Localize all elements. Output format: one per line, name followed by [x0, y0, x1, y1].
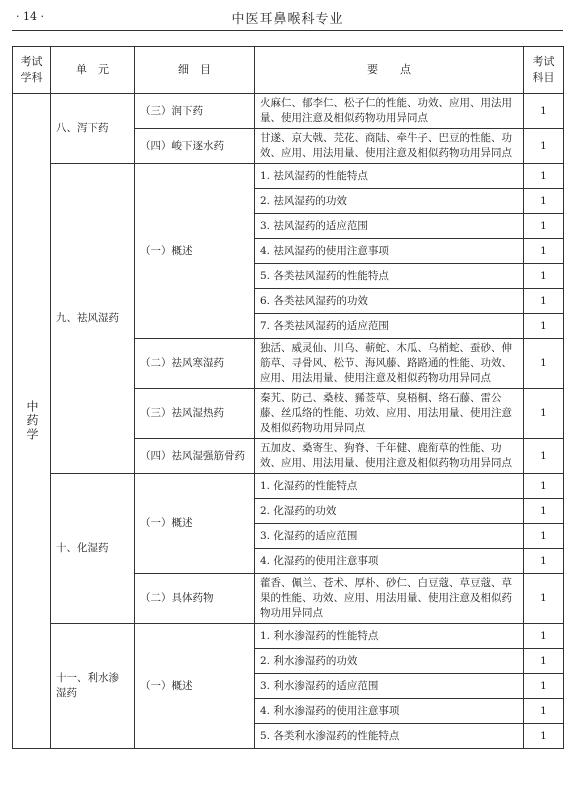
point-cell: 独活、威灵仙、川乌、蕲蛇、木瓜、乌梢蛇、蚕砂、伸筋草、寻骨风、松节、海风藤、路路通的性能、功效、应用、用法用量、使用注意及相似药物功用异同点	[255, 339, 524, 389]
item-cell: （二）祛风寒湿药	[135, 339, 255, 389]
point-cell: 藿香、佩兰、苍术、厚朴、砂仁、白豆蔻、草豆蔻、草果的性能、功效、应用、用法用量、使用注意及相似药物功用异同点	[255, 574, 524, 624]
score-cell: 1	[524, 389, 564, 439]
point-cell: 5. 各类利水渗湿药的性能特点	[255, 724, 524, 749]
unit-cell: 十一、利水渗湿药	[51, 624, 135, 749]
point-cell: 1. 利水渗湿药的性能特点	[255, 624, 524, 649]
item-cell: （四）祛风湿强筋骨药	[135, 439, 255, 474]
point-cell: 7. 各类祛风湿药的适应范围	[255, 314, 524, 339]
subject-cell	[13, 94, 51, 749]
col-header-subject: 考试学科	[13, 47, 51, 94]
table-header-row	[13, 47, 564, 94]
item-cell: （三）润下药	[135, 94, 255, 129]
score-cell: 1	[524, 314, 564, 339]
score-cell: 1	[524, 474, 564, 499]
page-header	[12, 6, 563, 28]
item-cell: （三）祛风湿热药	[135, 389, 255, 439]
col-header-unit: 单 元	[51, 47, 135, 94]
score-cell: 1	[524, 549, 564, 574]
score-cell: 1	[524, 289, 564, 314]
score-cell: 1	[524, 189, 564, 214]
page-number: · 14 ·	[16, 10, 44, 23]
score-cell: 1	[524, 264, 564, 289]
point-cell: 五加皮、桑寄生、狗脊、千年健、鹿衔草的性能、功效、应用、用法用量、使用注意及相似药物功用异同点	[255, 439, 524, 474]
item-cell: （一）概述	[135, 474, 255, 574]
syllabus-table	[12, 46, 564, 749]
table-row	[13, 94, 564, 129]
score-cell: 1	[524, 499, 564, 524]
point-cell: 4. 化湿药的使用注意事项	[255, 549, 524, 574]
point-cell: 1. 化湿药的性能特点	[255, 474, 524, 499]
page-title: 中医耳鼻喉科专业	[231, 12, 344, 27]
item-cell: （二）具体药物	[135, 574, 255, 624]
score-cell: 1	[524, 674, 564, 699]
score-cell: 1	[524, 94, 564, 129]
item-cell: （一）概述	[135, 624, 255, 749]
point-cell: 3. 化湿药的适应范围	[255, 524, 524, 549]
score-cell: 1	[524, 699, 564, 724]
unit-cell: 十、化湿药	[51, 474, 135, 624]
score-cell: 1	[524, 164, 564, 189]
score-cell: 1	[524, 524, 564, 549]
point-cell: 甘遂、京大戟、芫花、商陆、牵牛子、巴豆的性能、功效、应用、用法用量、使用注意及相似药物功用异同点	[255, 129, 524, 164]
score-cell: 1	[524, 214, 564, 239]
col-header-points: 要 点	[255, 47, 524, 94]
subject-label: 中药学	[25, 400, 39, 442]
score-cell: 1	[524, 129, 564, 164]
point-cell: 4. 利水渗湿药的使用注意事项	[255, 699, 524, 724]
table-row	[13, 164, 564, 189]
score-cell: 1	[524, 574, 564, 624]
score-cell: 1	[524, 439, 564, 474]
point-cell: 2. 祛风湿药的功效	[255, 189, 524, 214]
item-cell: （四）峻下逐水药	[135, 129, 255, 164]
point-cell: 火麻仁、郁李仁、松子仁的性能、功效、应用、用法用量、使用注意及相似药物功用异同点	[255, 94, 524, 129]
point-cell: 2. 化湿药的功效	[255, 499, 524, 524]
col-header-item: 细 目	[135, 47, 255, 94]
point-cell: 3. 祛风湿药的适应范围	[255, 214, 524, 239]
point-cell: 1. 祛风湿药的性能特点	[255, 164, 524, 189]
score-cell: 1	[524, 649, 564, 674]
unit-cell: 九、祛风湿药	[51, 164, 135, 474]
score-cell: 1	[524, 339, 564, 389]
score-cell: 1	[524, 239, 564, 264]
point-cell: 2. 利水渗湿药的功效	[255, 649, 524, 674]
point-cell: 5. 各类祛风湿药的性能特点	[255, 264, 524, 289]
col-header-score: 考试科目	[524, 47, 564, 94]
unit-cell: 八、泻下药	[51, 94, 135, 164]
point-cell: 秦艽、防己、桑枝、豨莶草、臭梧桐、络石藤、雷公藤、丝瓜络的性能、功效、应用、用法用量、使用注意及相似药物功用异同点	[255, 389, 524, 439]
point-cell: 6. 各类祛风湿药的功效	[255, 289, 524, 314]
score-cell: 1	[524, 624, 564, 649]
point-cell: 3. 利水渗湿药的适应范围	[255, 674, 524, 699]
header-divider	[12, 30, 563, 31]
item-cell: （一）概述	[135, 164, 255, 339]
table-row	[13, 474, 564, 499]
point-cell: 4. 祛风湿药的使用注意事项	[255, 239, 524, 264]
table-row	[13, 624, 564, 649]
score-cell: 1	[524, 724, 564, 749]
